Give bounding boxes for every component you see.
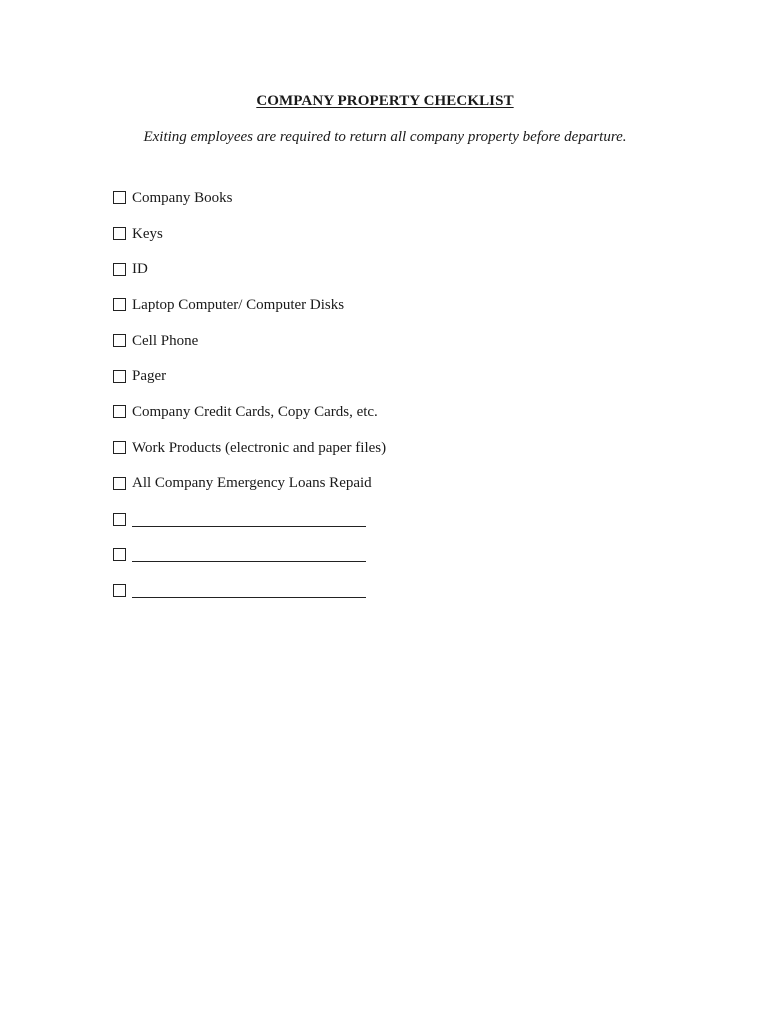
checklist-item-label: Laptop Computer/ Computer Disks <box>132 296 345 313</box>
checklist-blank-item <box>113 537 386 573</box>
checklist-blank-item <box>113 501 386 537</box>
checklist-item <box>113 430 386 466</box>
property-checklist <box>113 180 386 608</box>
checklist-item <box>113 394 386 430</box>
checklist-item-label: Keys <box>132 225 163 242</box>
checkbox[interactable] <box>113 298 126 311</box>
checkbox[interactable] <box>113 477 126 490</box>
checkbox[interactable] <box>113 405 126 418</box>
blank-fill-line[interactable] <box>132 583 366 598</box>
checklist-item <box>113 466 386 502</box>
checklist-item-label: ID <box>132 261 148 278</box>
checklist-item <box>113 180 386 216</box>
checkbox[interactable] <box>113 441 126 454</box>
checkbox[interactable] <box>113 584 126 597</box>
checklist-item-label: Pager <box>132 368 167 385</box>
checkbox[interactable] <box>113 513 126 526</box>
checklist-item-label: Cell Phone <box>132 332 199 349</box>
page-title: COMPANY PROPERTY CHECKLIST <box>256 93 514 109</box>
checklist-blank-item <box>113 573 386 609</box>
checklist-item <box>113 287 386 323</box>
checklist-item <box>113 251 386 287</box>
checkbox[interactable] <box>113 263 126 276</box>
checklist-item <box>113 358 386 394</box>
checklist-item <box>113 323 386 359</box>
blank-fill-line[interactable] <box>132 512 366 527</box>
checklist-item-label: Company Credit Cards, Copy Cards, etc. <box>132 403 378 420</box>
checklist-item-label: All Company Emergency Loans Repaid <box>132 475 372 492</box>
page-subtitle: Exiting employees are required to return all company property before departure. <box>143 129 627 145</box>
checkbox[interactable] <box>113 370 126 383</box>
checkbox[interactable] <box>113 191 126 204</box>
checkbox[interactable] <box>113 334 126 347</box>
checklist-item <box>113 216 386 252</box>
blank-fill-line[interactable] <box>132 547 366 562</box>
checklist-item-label: Company Books <box>132 189 233 206</box>
checklist-item-label: Work Products (electronic and paper files) <box>132 439 387 456</box>
checkbox[interactable] <box>113 548 126 561</box>
checkbox[interactable] <box>113 227 126 240</box>
